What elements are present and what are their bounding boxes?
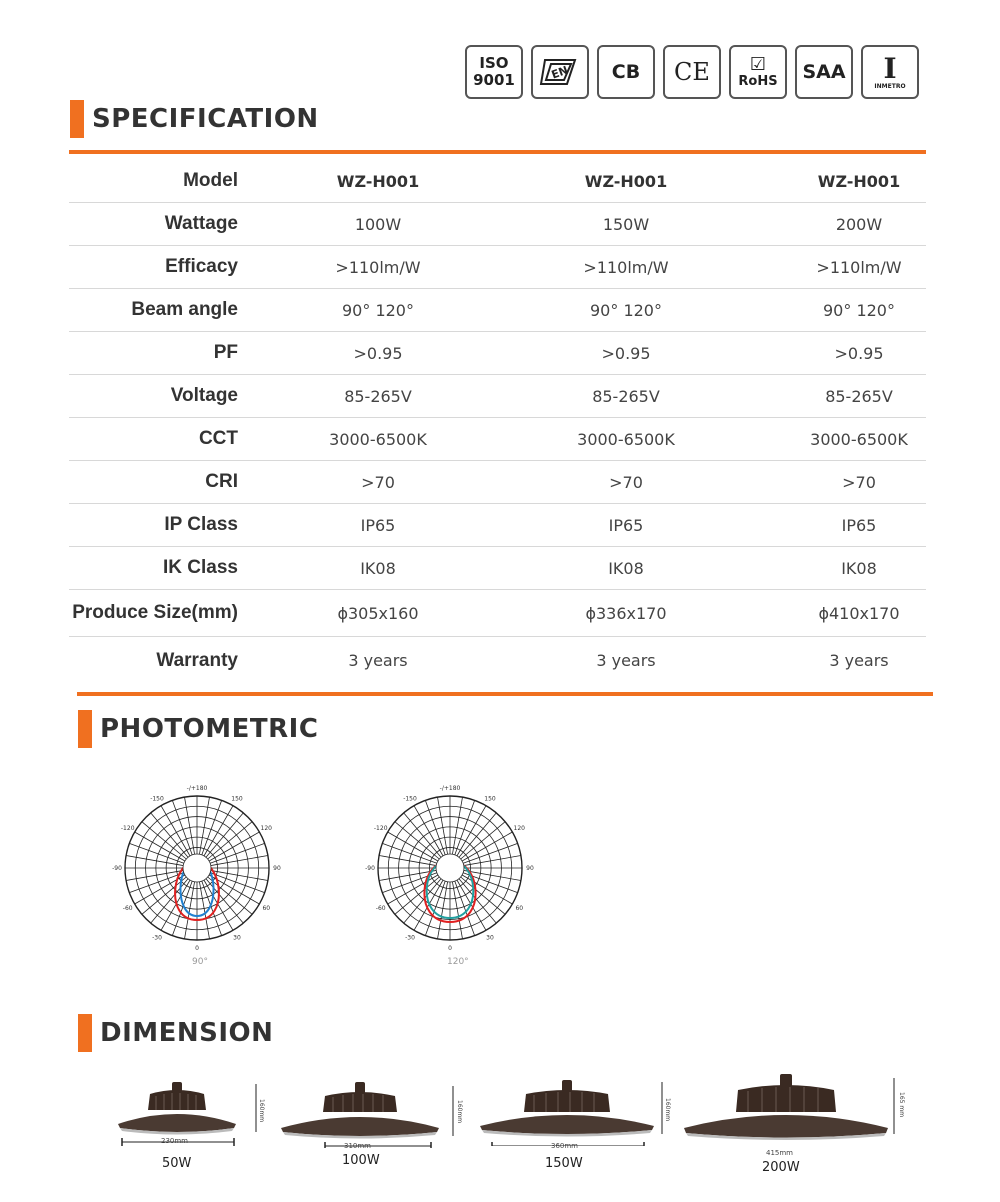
tick-label: 150 <box>231 795 243 803</box>
width-label: 415mm <box>766 1149 793 1157</box>
polar-diagram-90 <box>105 782 295 952</box>
cell: >70 <box>842 472 876 492</box>
cell: 85-265V <box>592 386 660 406</box>
cell: >70 <box>609 472 643 492</box>
watt-label: 50W <box>162 1156 192 1171</box>
table-row <box>69 504 926 547</box>
polar-caption: 120° <box>447 957 469 967</box>
cell: 100W <box>354 214 402 234</box>
tick-label: 90 <box>273 865 281 872</box>
table-row <box>69 637 926 684</box>
section-title: SPECIFICATION <box>92 104 319 134</box>
height-label: 160mm <box>258 1099 265 1123</box>
dimension-heading <box>78 1014 273 1052</box>
watt-label: 100W <box>342 1153 380 1168</box>
cell: 3 years <box>348 651 408 670</box>
cell: IK08 <box>841 558 877 578</box>
table-row <box>69 203 926 246</box>
table-row <box>69 246 926 289</box>
cell: >0.95 <box>834 343 884 363</box>
row-label: Produce Size(mm) <box>72 602 238 623</box>
height-label: 165 mm <box>898 1092 905 1118</box>
table-row <box>69 160 926 203</box>
table-row <box>69 375 926 418</box>
tick-label: 90 <box>526 865 534 872</box>
ce-logo: CE <box>663 45 721 99</box>
width-label: 230mm <box>161 1137 188 1145</box>
row-label: PF <box>213 342 238 363</box>
cell: WZ-H001 <box>584 171 668 191</box>
width-label: 310mm <box>344 1142 371 1150</box>
cell: IK08 <box>608 558 644 578</box>
row-label: Efficacy <box>165 256 238 277</box>
cell: 90° 120° <box>342 300 414 320</box>
cell: 85-265V <box>825 386 893 406</box>
row-label: CCT <box>198 428 238 449</box>
tick-label: 30 <box>486 934 494 942</box>
tick-label: -150 <box>150 795 164 803</box>
tick-label: -120 <box>373 825 388 832</box>
cell: 90° 120° <box>590 300 662 320</box>
spec-table <box>69 160 926 684</box>
cell: 3 years <box>596 651 656 670</box>
row-label: Voltage <box>170 385 238 406</box>
cell: >110lm/W <box>583 257 669 277</box>
lamp-200w-drawing <box>682 1070 912 1150</box>
tick-label: -30 <box>152 934 162 942</box>
tick-label: -60 <box>375 905 386 912</box>
cell: 3000-6500K <box>329 429 427 449</box>
accent-bar <box>78 1014 92 1052</box>
lamp-150w-drawing <box>476 1076 676 1146</box>
lamp-50w-drawing <box>110 1078 270 1148</box>
lamp-100w-drawing <box>275 1078 465 1148</box>
tick-label: 60 <box>515 905 524 912</box>
row-label: IK Class <box>163 557 238 578</box>
tick-label: -90 <box>112 865 122 872</box>
cell: >110lm/W <box>816 257 902 277</box>
cell: 3000-6500K <box>577 429 675 449</box>
tick-label: -/+180 <box>186 785 208 792</box>
divider-top <box>69 150 926 154</box>
cell: 3000-6500K <box>810 429 908 449</box>
table-row <box>69 590 926 637</box>
tick-label: 60 <box>262 905 271 912</box>
cell: WZ-H001 <box>817 171 901 191</box>
specification-heading <box>70 100 319 138</box>
tick-label: 150 <box>484 795 496 803</box>
cell: 85-265V <box>344 386 412 406</box>
cell: IP65 <box>608 515 644 535</box>
tick-label: -150 <box>403 795 417 803</box>
cell: ϕ305x160 <box>337 603 419 623</box>
table-row <box>69 289 926 332</box>
tick-label: -90 <box>365 865 375 872</box>
rohs-logo: ☑ RoHS <box>729 45 787 99</box>
cell: >70 <box>361 472 395 492</box>
cell: 150W <box>602 214 650 234</box>
cell: 90° 120° <box>823 300 895 320</box>
check-icon: ☑ <box>749 53 767 75</box>
tick-label: 0 <box>448 945 452 952</box>
watt-label: 150W <box>545 1156 583 1171</box>
tick-label: 120 <box>260 825 273 832</box>
ufo-lamp-icon <box>281 1082 439 1139</box>
cell: WZ-H001 <box>336 171 420 191</box>
iso-9001-logo: ISO 9001 <box>465 45 523 99</box>
svg-text:EN: EN <box>549 63 570 82</box>
cell: IK08 <box>360 558 396 578</box>
row-label: Wattage <box>164 213 238 234</box>
certification-badges <box>465 45 919 99</box>
tick-label: -/+180 <box>439 785 461 792</box>
tick-label: -120 <box>120 825 135 832</box>
accent-bar <box>70 100 84 138</box>
cell: >0.95 <box>353 343 403 363</box>
polar-diagram-120 <box>358 782 548 952</box>
tick-label: -60 <box>122 905 133 912</box>
section-title: PHOTOMETRIC <box>100 714 319 744</box>
cell: IP65 <box>841 515 877 535</box>
cell: 3 years <box>829 651 889 670</box>
cb-logo: CB <box>597 45 655 99</box>
width-label: 360mm <box>551 1142 578 1150</box>
cell: >0.95 <box>601 343 651 363</box>
tick-label: 30 <box>233 934 241 942</box>
saa-logo: SAA <box>795 45 853 99</box>
cell: ϕ410x170 <box>818 603 900 623</box>
section-title: DIMENSION <box>100 1018 274 1048</box>
ufo-lamp-icon <box>118 1082 236 1135</box>
accent-bar <box>78 710 92 748</box>
table-row <box>69 461 926 504</box>
cell: IP65 <box>360 515 396 535</box>
photometric-heading <box>78 710 318 748</box>
row-label: CRI <box>205 471 238 492</box>
ufo-lamp-icon <box>684 1074 888 1140</box>
polar-caption: 90° <box>192 957 208 967</box>
inmetro-logo: I INMETRO <box>861 45 919 99</box>
enec-logo <box>531 45 589 99</box>
tick-label: 0 <box>195 945 199 952</box>
height-label: 160mm <box>456 1100 463 1124</box>
tick-label: -30 <box>405 934 415 942</box>
row-label: IP Class <box>164 514 238 535</box>
cell: >110lm/W <box>335 257 421 277</box>
table-row <box>69 332 926 375</box>
watt-label: 200W <box>762 1160 800 1175</box>
height-label: 160mm <box>664 1098 671 1122</box>
cell: 200W <box>835 214 883 234</box>
table-row <box>69 547 926 590</box>
tick-label: 120 <box>513 825 526 832</box>
divider-bottom <box>77 692 933 696</box>
row-label: Warranty <box>156 649 238 671</box>
row-label: Model <box>183 170 238 191</box>
row-label: Beam angle <box>131 299 238 320</box>
ufo-lamp-icon <box>480 1080 654 1137</box>
cell: ϕ336x170 <box>585 603 667 623</box>
table-row <box>69 418 926 461</box>
